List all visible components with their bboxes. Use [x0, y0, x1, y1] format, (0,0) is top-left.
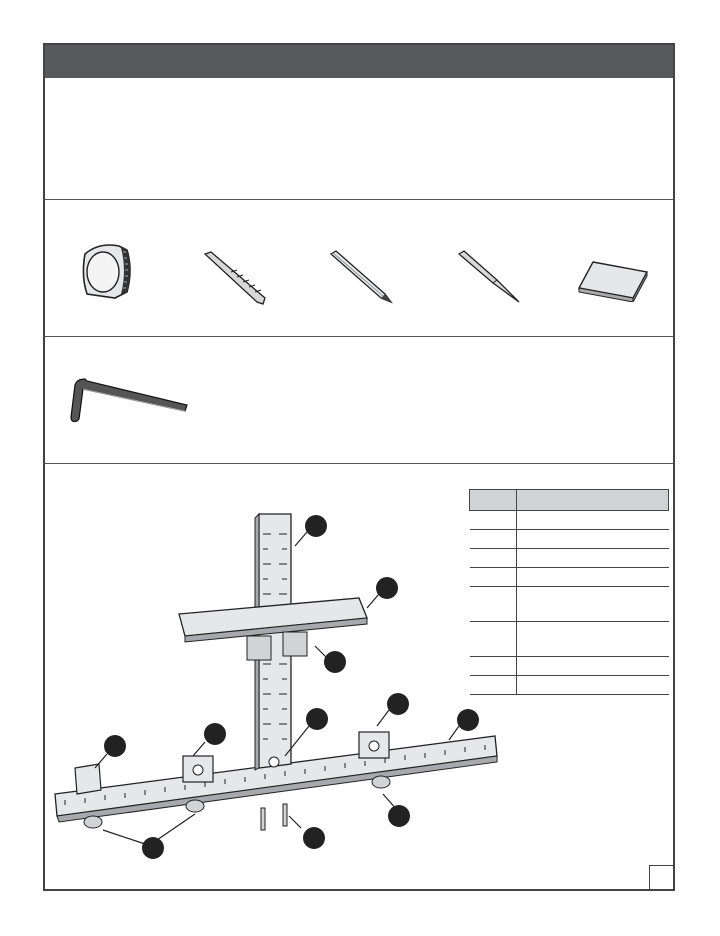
callout-marker: [306, 708, 328, 730]
table-cell: [517, 622, 669, 657]
table-cell: [517, 676, 669, 695]
hardware-row: [45, 337, 673, 464]
drill-bit-icon: [201, 250, 271, 308]
callout-marker: [204, 723, 226, 745]
table-cell: [517, 568, 669, 587]
table-cell: [470, 530, 517, 549]
table-cell: [470, 587, 517, 622]
parts-table-header-cell: [470, 490, 517, 511]
callout-marker: [305, 515, 327, 537]
parts-table-header: [470, 490, 669, 511]
table-row: [470, 530, 669, 549]
page-number-box: [649, 865, 673, 889]
callout-marker: [387, 693, 409, 715]
parts-table-header-cell: [517, 490, 669, 511]
blank-row: [45, 78, 673, 200]
allen-wrench-icon: [67, 375, 191, 427]
table-cell: [470, 676, 517, 695]
tools-row: [45, 200, 673, 337]
callout-marker: [104, 735, 126, 757]
table-cell: [517, 549, 669, 568]
table-cell: [470, 657, 517, 676]
page-frame: [43, 43, 675, 891]
callout-marker: [324, 651, 346, 673]
table-cell: [470, 622, 517, 657]
callout-marker: [303, 827, 325, 849]
cabinet-hardware-jig-diagram: [45, 464, 505, 884]
section-title-bar: [45, 45, 673, 78]
table-cell: [517, 511, 669, 530]
table-row: [470, 549, 669, 568]
screws: [261, 804, 287, 830]
callout-marker: [142, 837, 164, 859]
table-cell: [517, 587, 669, 622]
table-cell: [470, 511, 517, 530]
table-cell: [517, 530, 669, 549]
table-row: [470, 676, 669, 695]
table-row: [470, 587, 669, 622]
parts-section: [45, 464, 673, 889]
callout-marker: [457, 709, 479, 731]
callout-marker: [376, 577, 398, 599]
table-cell: [470, 549, 517, 568]
tape-measure-icon: [79, 240, 135, 302]
pencil-icon: [329, 250, 395, 306]
awl-icon: [457, 250, 521, 306]
table-row: [470, 568, 669, 587]
table-row: [470, 511, 669, 530]
callout-marker: [388, 805, 410, 827]
sandpaper-icon: [575, 258, 651, 302]
parts-table: [469, 489, 669, 695]
table-row: [470, 657, 669, 676]
table-row: [470, 622, 669, 657]
table-cell: [470, 568, 517, 587]
table-cell: [517, 657, 669, 676]
